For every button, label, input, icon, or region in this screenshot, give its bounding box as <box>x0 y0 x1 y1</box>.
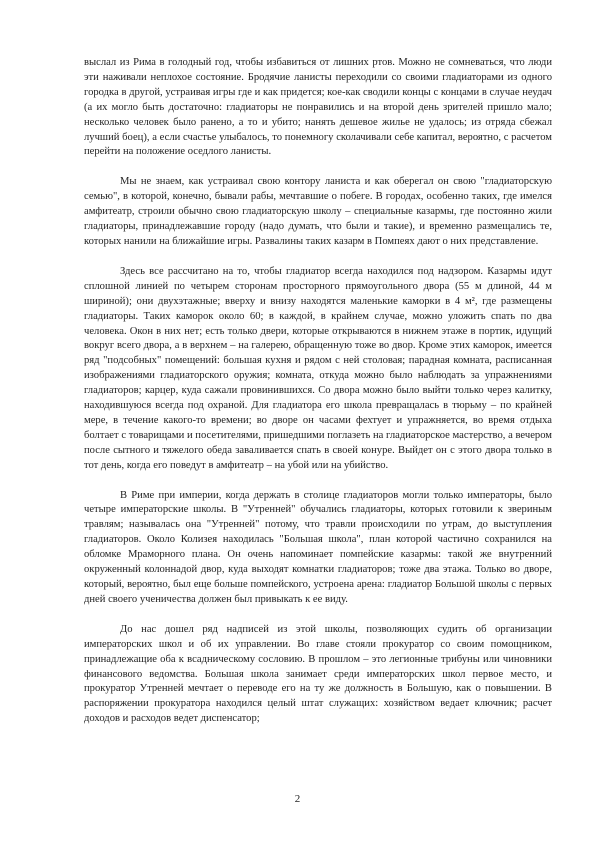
paragraph-3: Здесь все рассчитано на то, чтобы гладиатор всегда находился под надзором. Казармы идут сплошной линией по четырем сторонам просторного прямоугольного двора (55 м длиной, 44 м шириной); они двухэтажные; вверху и внизу находятся маленькие каморки в 4 м², где размещены гладиаторы. Таких каморок около 60; в каждой, в крайнем случае, можно уложить спать по два человека. Окон в них нет; есть только двери, которые открываются в нижнем этаже в портик, идущий вокруг всего двора, а в верхнем – на галерею, обращенную тоже во двор. Кроме этих каморок, имеется ряд "подсобных" помещений: большая кухня и рядом с ней столовая; парадная комната, расписанная изображениями гладиаторского оружия; комната, откуда можно было наблюдать за упражнениями гладиаторов; карцер, куда сажали провинившихся. Со двора можно было выйти только через калитку, находившуюся всегда под охраной. Для гладиатора его школа превращалась в тюрьму – по крайней мере, в течение какого-то времени; во дворе он часами фехтует и упражняется, во время отдыха болтает с товарищами и посетителями, пришедшими поглазеть на гладиаторское мастерство, а вечером после сытного и тяжелого обеда заваливается спать в своей конуре. Выйдет он с этого двора только в тот день, когда его поведут в амфитеатр – на убой или на убийство. <box>84 265 552 471</box>
page-number: 2 <box>294 793 301 805</box>
body-text <box>84 56 552 742</box>
paragraph-5: До нас дошел ряд надписей из этой школы, позволяющих судить об организации императорских школ и об их управлении. Во главе стояли прокуратор со своим помощником, принадлежащие оба к всадническому сословию. В прошлом – это легионные трибуны или чиновники финансового ведомства. Большая школа занимает среди императорских школ первое место, и прокуратор Утренней мечтает о переводе его на ту же должность в Большую, как о повышении. В распоряжении прокуратора находился целый штат служащих: хозяйством ведает ключник; расчет доходов и расходов ведет диспенсатор; <box>84 623 552 725</box>
paragraph-4: В Риме при империи, когда держать в столице гладиаторов могли только императоры, было четыре императорские школы. В "Утренней" обучались гладиаторы, которых готовили к звериным травлям; называлась она "Утренней" потому, что травли происходили по утрам, до выступления гладиаторов. Около Колизея находилась "Большая школа", план которой частично сохранился на обломке Мраморного плана. Он очень напоминает помпейские казармы: такой же внутренний окруженный колоннадой двор, куда выходят комнатки гладиаторов; тоже два этажа. Только во дворе, который, вероятно, был еще больше помпейского, устроена арена: гладиатор Большой школы с первых дней своего ученичества должен был привыкать к ее виду. <box>84 489 552 605</box>
paragraph-2: Мы не знаем, как устраивал свою контору ланиста и как оберегал он свою "гладиаторскую семью", в которой, конечно, бывали рабы, мечтавшие о побеге. В городах, особенно таких, где имелся амфитеатр, строили обычно свою гладиаторскую школу – специальные казармы, где постоянно жили гладиаторы, принадлежавшие городу (надо думать, что были и такие), и временно размещались те, которых нанили на ближайшие игры. Развалины таких казарм в Помпеях дают о них представление. <box>84 176 552 247</box>
paragraph-1: выслал из Рима в голодный год, чтобы избавиться от лишних ртов. Можно не сомневаться, что люди эти наживали неплохое состояние. Бродячие ланисты переходили со своими гладиаторами из одного городка в другой, устраивая игры где и как придется; кое-как сводили концы с концами в случае неудач (а их могло быть достаточно: гладиаторы не понравились и на второй день зрителей пришло мало; несколько человек было ранено, а то и убито; нанять дешевое жилье не удалось; из отряда сбежал лучший боец), а если счастье улыбалось, то понемногу сколачивали себе капитал, вероятно, с расчетом перейти на положение оседлого ланисты. <box>84 57 552 158</box>
